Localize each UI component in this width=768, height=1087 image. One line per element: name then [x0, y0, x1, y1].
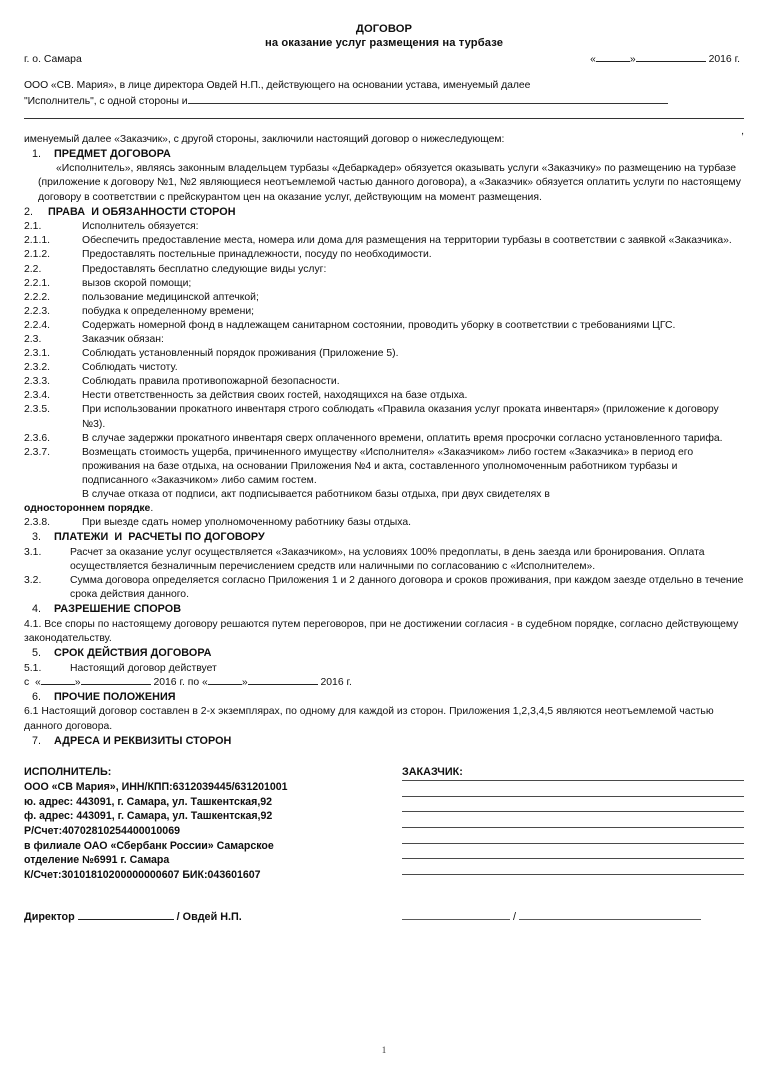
- customer-blank-line[interactable]: [402, 827, 744, 828]
- clause-text: Расчет за оказание услуг осуществляется «Заказчиком», на условиях 100% предоплаты, в день заезда или бронирования. Оплата осуществляется безналичным перечислением средств или наличными по согласованию с «Исполнителем».: [70, 546, 705, 572]
- customer-name-blank-2[interactable]: [24, 118, 744, 119]
- clause-2-2-2: [24, 291, 744, 305]
- clause-number: 2.3.8.: [24, 517, 50, 529]
- section-number-1: 1.: [32, 147, 42, 160]
- clause-2-2: [24, 263, 744, 277]
- executor-line: К/Счет:30101810200000000607 БИК:043601607: [24, 868, 261, 881]
- quote-open-2: «: [202, 676, 208, 688]
- clause-number: 2.2.3.: [24, 305, 50, 317]
- clause-text: Содержать номерной фонд в надлежащем санитарном состоянии, проводить уборку в соответствии с требованиями ЦГС.: [82, 319, 676, 331]
- clause-2-3-5: [24, 403, 744, 431]
- clause-2-3-4: [24, 389, 744, 403]
- clause-number: 3.1.: [24, 546, 42, 558]
- clause-number: 2.3.6.: [24, 432, 50, 444]
- clause-number: 3.2.: [24, 575, 42, 587]
- section-heading-6: [24, 690, 744, 706]
- clause-number: 5.1.: [24, 662, 42, 674]
- clause-number: 2.2.4.: [24, 319, 50, 331]
- preamble-line-4: именуемый далее «Заказчик», с другой стороны, заключили настоящий договор о нижеследующем:: [24, 133, 505, 145]
- executor-role-label: Директор: [24, 911, 75, 924]
- unilateral-emphasis: одностороннем порядке: [24, 503, 151, 515]
- quote-close: »: [629, 53, 636, 65]
- clause-6-1: 6.1 Настоящий договор составлен в 2-х экземплярах, по одному для каждой из сторон. Приложения 1,2,3,4,5 являются неотъемлемой частью данного договора.: [24, 706, 714, 732]
- section-title-6: ПРОЧИЕ ПОЛОЖЕНИЯ: [54, 690, 176, 703]
- customer-signature: [394, 911, 744, 923]
- customer-name-blank-row-2[interactable]: [24, 118, 744, 137]
- quote-open: «: [34, 676, 41, 688]
- clause-number: 2.1.2.: [24, 249, 50, 261]
- executor-line: ООО «СВ Мария», ИНН/КПП:6312039445/631201001: [24, 781, 288, 794]
- executor-signature: [24, 911, 394, 923]
- clause-2-3-7-unilateral-line: [24, 502, 744, 516]
- section-title-1: ПРЕДМЕТ ДОГОВОРА: [54, 147, 171, 160]
- clause-text: Соблюдать правила противопожарной безопасности.: [82, 376, 340, 388]
- clause-2-3-6: [24, 432, 744, 446]
- clause-2-1: [24, 220, 744, 234]
- customer-blank-line[interactable]: [402, 811, 744, 812]
- executor-line: Р/Счет:40702810254400010069: [24, 825, 180, 837]
- customer-column: [394, 765, 744, 889]
- contract-period-field[interactable]: [24, 676, 744, 690]
- clause-2-3-7: [24, 446, 744, 488]
- section-number-3: 3.: [32, 531, 42, 544]
- section-heading-7: [24, 734, 744, 750]
- clause-3-2: [24, 574, 744, 602]
- start-day-blank[interactable]: [41, 684, 75, 685]
- clause-2-3: [24, 333, 744, 347]
- clause-2-3-2: [24, 361, 744, 375]
- clause-number: 2.2.2.: [24, 291, 50, 303]
- clause-text: Исполнитель обязуется:: [82, 221, 199, 233]
- executor-column: [24, 765, 394, 889]
- clause-text: При выезде сдать номер уполномоченному работнику базы отдыха.: [82, 517, 411, 529]
- day-blank[interactable]: [596, 61, 630, 62]
- section-title-5: СРОК ДЕЙСТВИЯ ДОГОВОРА: [54, 647, 212, 660]
- preamble-line-1: ООО «СВ. Мария», в лице директора Овдей Н.П., действующего на основании устава, именуемый далее: [24, 79, 531, 91]
- quote-close: »: [74, 676, 81, 688]
- clause-text: Обеспечить предоставление места, номера или дома для размещения на территории турбазы в соответствии с заявкой «Заказчика».: [82, 235, 732, 247]
- clause-5-1: [24, 662, 744, 676]
- executor-line: в филиале ОАО «Сбербанк России» Самарское: [24, 839, 274, 852]
- clause-2-2-1: [24, 277, 744, 291]
- executor-line: отделение №6991 г. Самара: [24, 854, 170, 867]
- executor-name-label: / Овдей Н.П.: [176, 911, 242, 924]
- section-1-paragraph: «Исполнитель», являясь законным владельцем турбазы «Дебаркадер» обязуется оказывать услуги «Заказчику» по размещению на турбазе (приложение к договору №1, №2 являющиеся неотъемлемой частью данного договора), а «Заказчик» обязуется оплатить услуги по настоящему договору в соответствии с прейскурантом цен на оказание услуг, действующим на момент размещения.: [38, 163, 741, 203]
- clause-text: Заказчик обязан:: [82, 334, 164, 345]
- clause-2-1-1: [24, 234, 744, 248]
- section-title-7: АДРЕСА И РЕКВИЗИТЫ СТОРОН: [54, 734, 232, 747]
- clause-text: пользование медицинской аптечкой;: [82, 291, 259, 303]
- clause-2-3-8: [24, 516, 744, 530]
- clause-text: Возмещать стоимость ущерба, причиненного имуществу «Исполнителя» «Заказчиком» либо гостем «Заказчика» в период его проживания на базе отдыха, на основании Приложения №4 и акта, составленного уполномоченным работником турбазы и подписанного «Заказчиком» либо самим гостем.: [82, 446, 694, 486]
- page-title: ДОГОВОР: [355, 23, 413, 35]
- quote-close-2: »: [241, 676, 248, 688]
- clause-number: 2.3.7.: [24, 446, 50, 458]
- customer-signature-blank[interactable]: [402, 919, 510, 920]
- clause-2-2-4: [24, 319, 744, 333]
- end-day-blank[interactable]: [208, 684, 242, 685]
- preamble: [24, 79, 744, 147]
- clause-4-1: 4.1. Все споры по настоящему договору решаются путем переговоров, при не достижении согласия - в судебном порядке, согласно действующему законодательству.: [24, 618, 739, 644]
- end-year-label: 2016 г.: [320, 676, 352, 688]
- customer-blank-line[interactable]: [402, 843, 744, 844]
- clause-text: Соблюдать установленный порядок проживания (Приложение 5).: [82, 348, 399, 360]
- clause-text: В случае задержки прокатного инвентаря сверх оплаченного времени, оплатить время просрочки согласно установленного тарифа.: [82, 432, 723, 444]
- customer-blank-line[interactable]: [402, 874, 744, 875]
- clause-number: 2.1.: [24, 221, 42, 233]
- preamble-line-2-text: "Исполнитель", с одной стороны и: [24, 95, 188, 107]
- section-number-5: 5.: [32, 647, 42, 660]
- clause-number: 2.3.: [24, 334, 42, 345]
- customer-heading: ЗАКАЗЧИК:: [402, 766, 463, 779]
- clause-text: вызов скорой помощи;: [82, 277, 192, 289]
- clause-3-1: [24, 546, 744, 574]
- start-year-label: 2016 г. по: [153, 676, 200, 688]
- section-title-2: ПРАВА И ОБЯЗАННОСТИ СТОРОН: [48, 205, 236, 218]
- customer-name-blank-1[interactable]: [188, 93, 668, 104]
- clause-2-3-7-continuation: [82, 488, 744, 502]
- customer-name-blank[interactable]: [519, 919, 701, 920]
- end-month-blank[interactable]: [248, 684, 318, 685]
- executor-signature-blank[interactable]: [78, 919, 174, 920]
- clause-number: 2.3.4.: [24, 390, 50, 402]
- clause-number: 2.2.: [24, 263, 42, 275]
- customer-blank-line[interactable]: [402, 796, 744, 797]
- page-number: 1: [381, 1045, 387, 1055]
- clause-2-2-3: [24, 305, 744, 319]
- section-heading-2: [24, 205, 744, 221]
- section-number-2: 2.: [24, 205, 34, 218]
- page-subtitle: на оказание услуг размещения на турбазе: [264, 37, 504, 49]
- city-date-row: [24, 54, 744, 65]
- quote-open: «: [590, 53, 596, 65]
- clause-text: Настоящий договор действует: [70, 662, 217, 674]
- clause-text: Предоставлять постельные принадлежности, посуду по необходимости.: [82, 249, 432, 261]
- city-label: г. о. Самара: [24, 53, 82, 65]
- clause-text: Сумма договора определяется согласно Приложения 1 и 2 данного договора и сроков проживания, при каждом заезде отдельно в течение срока действия данного.: [70, 575, 744, 601]
- clause-text: При использовании прокатного инвентаря строго соблюдать «Правила оказания услуг проката инвентаря» (приложение к договору №3).: [82, 404, 719, 430]
- section-number-4: 4.: [32, 603, 42, 616]
- executor-heading: ИСПОЛНИТЕЛЬ:: [24, 766, 112, 779]
- section-heading-3: [24, 530, 744, 546]
- section-heading-4: [24, 602, 744, 618]
- clause-text: Предоставлять бесплатно следующие виды услуг:: [82, 263, 327, 275]
- clause-number: 2.1.1.: [24, 235, 50, 247]
- period-prefix: с: [24, 676, 30, 688]
- section-number-7: 7.: [32, 734, 42, 747]
- section-heading-1: [24, 147, 744, 163]
- requisites-block: [24, 765, 744, 889]
- signature-separator: /: [513, 911, 516, 924]
- clause-text: побудка к определенному времени;: [82, 305, 255, 317]
- executor-line: ф. адрес: 443091, г. Самара, ул. Ташкентская,92: [24, 810, 273, 823]
- customer-blank-line[interactable]: [402, 780, 744, 781]
- clause-number: 2.3.1.: [24, 348, 50, 360]
- clause-number: 2.3.3.: [24, 376, 50, 388]
- clause-number: 2.3.2.: [24, 362, 50, 374]
- contract-date-field[interactable]: [590, 54, 744, 65]
- start-month-blank[interactable]: [81, 684, 151, 685]
- clause-2-1-2: [24, 248, 744, 262]
- section-title-4: РАЗРЕШЕНИЕ СПОРОВ: [54, 603, 182, 616]
- month-blank[interactable]: [636, 61, 706, 62]
- preamble-comma: ,: [741, 125, 744, 137]
- section-number-6: 6.: [32, 690, 42, 703]
- clause-number: 2.3.5.: [24, 404, 50, 416]
- clause-text: Соблюдать чистоту.: [82, 362, 178, 374]
- clause-2-3-3: [24, 375, 744, 389]
- unilateral-period: .: [150, 503, 154, 515]
- customer-blank-line[interactable]: [402, 858, 744, 859]
- executor-line: ю. адрес: 443091, г. Самара, ул. Ташкентская,92: [24, 795, 273, 808]
- clause-text: Нести ответственность за действия своих гостей, находящихся на базе отдыха.: [82, 390, 468, 402]
- clause-2-3-7-tail-text: В случае отказа от подписи, акт подписывается работником базы отдыха, при двух свидетелях в: [82, 489, 550, 501]
- clause-2-3-1: [24, 347, 744, 361]
- section-heading-5: [24, 646, 744, 662]
- clause-number: 2.2.1.: [24, 277, 50, 289]
- preamble-line-2: [24, 93, 744, 109]
- signature-block: [24, 911, 744, 923]
- section-title-3: ПЛАТЕЖИ И РАСЧЕТЫ ПО ДОГОВОРУ: [54, 531, 265, 544]
- year-label: 2016 г.: [708, 53, 740, 65]
